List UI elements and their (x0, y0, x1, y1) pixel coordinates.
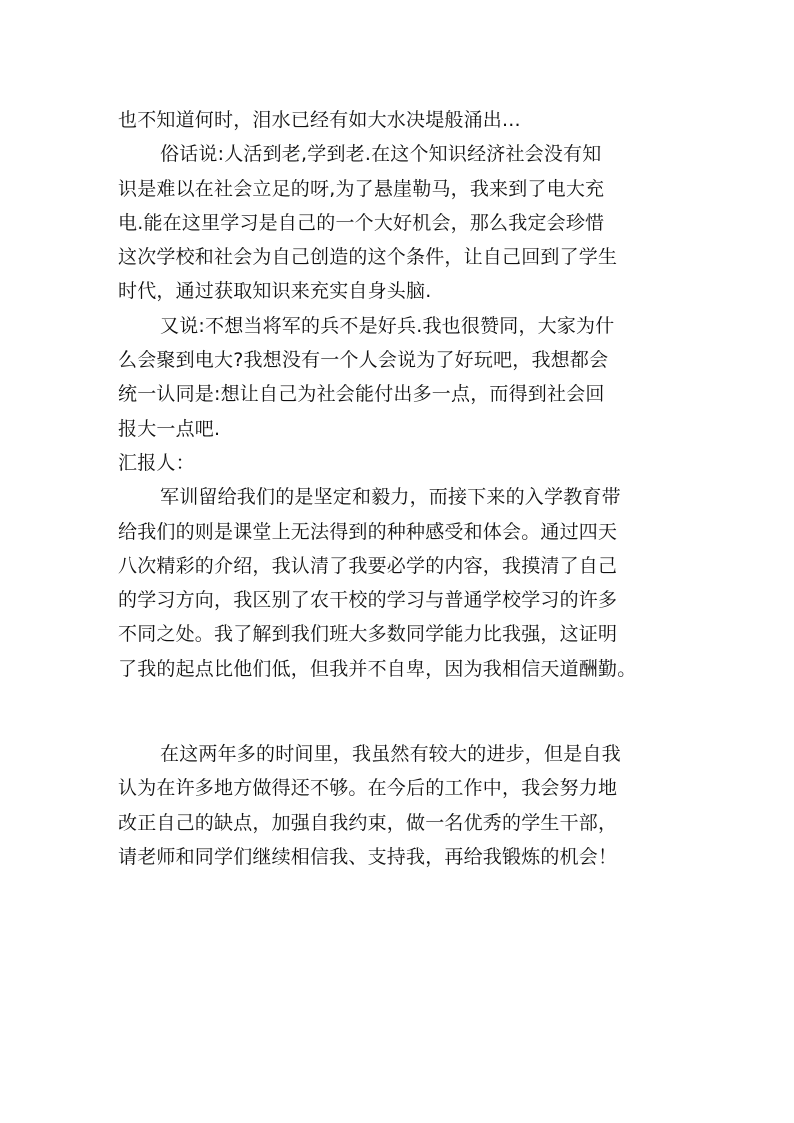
text-line: 认为在许多地方做得还不够。在今后的工作中，我会努力地 (118, 777, 618, 800)
text-line: 报大一点吧. (118, 417, 221, 440)
text-line: 给我们的则是课堂上无法得到的种种感受和体会。通过四天 (118, 520, 618, 543)
text-line: 了我的起点比他们低，但我并不自卑，因为我相信天道酬勤。 (118, 657, 637, 680)
text-line: 这次学校和社会为自己创造的这个条件，让自己回到了学生 (118, 246, 618, 269)
reporter-label: 汇报人： (118, 451, 195, 474)
text-line: 么会聚到电大?我想没有一个人会说为了好玩吧，我想都会 (118, 349, 609, 372)
text-line: 不同之处。我了解到我们班大多数同学能力比我强，这证明 (118, 623, 618, 646)
paragraph-gap (118, 686, 688, 737)
paragraph-first-line: 军训留给我们的是坚定和毅力，而接下来的入学教育带 (160, 486, 621, 509)
text-line: 统一认同是:想让自己为社会能付出多一点，而得到社会回 (118, 383, 605, 406)
paragraph-first-line: 俗话说:人活到老,学到老.在这个知识经济社会没有知 (160, 143, 602, 166)
paragraph-first-line: 又说:不想当将军的兵不是好兵.我也很赞同，大家为什 (160, 314, 615, 337)
text-line: 请老师和同学们继续相信我、支持我，再给我锻炼的机会！ (118, 845, 618, 868)
text-line: 电.能在这里学习是自己的一个大好机会，那么我定会珍惜 (118, 211, 605, 234)
text-line: 的学习方向，我区别了农干校的学习与普通学校学习的许多 (118, 589, 618, 612)
paragraph-first-line: 在这两年多的时间里，我虽然有较大的进步，但是自我 (160, 743, 621, 766)
text-line: 识是难以在社会立足的呀,为了悬崖勒马，我来到了电大充 (118, 177, 605, 200)
text-line: 改正自己的缺点，加强自我约束，做一名优秀的学生干部， (118, 811, 618, 834)
text-line: 八次精彩的介绍，我认清了我要必学的内容，我摸清了自己 (118, 554, 618, 577)
text-line: 时代，通过获取知识来充实自身头脑. (118, 280, 432, 303)
text-line: 也不知道何时，泪水已经有如大水决堤般涌出... (118, 109, 521, 131)
document-body (118, 103, 688, 874)
